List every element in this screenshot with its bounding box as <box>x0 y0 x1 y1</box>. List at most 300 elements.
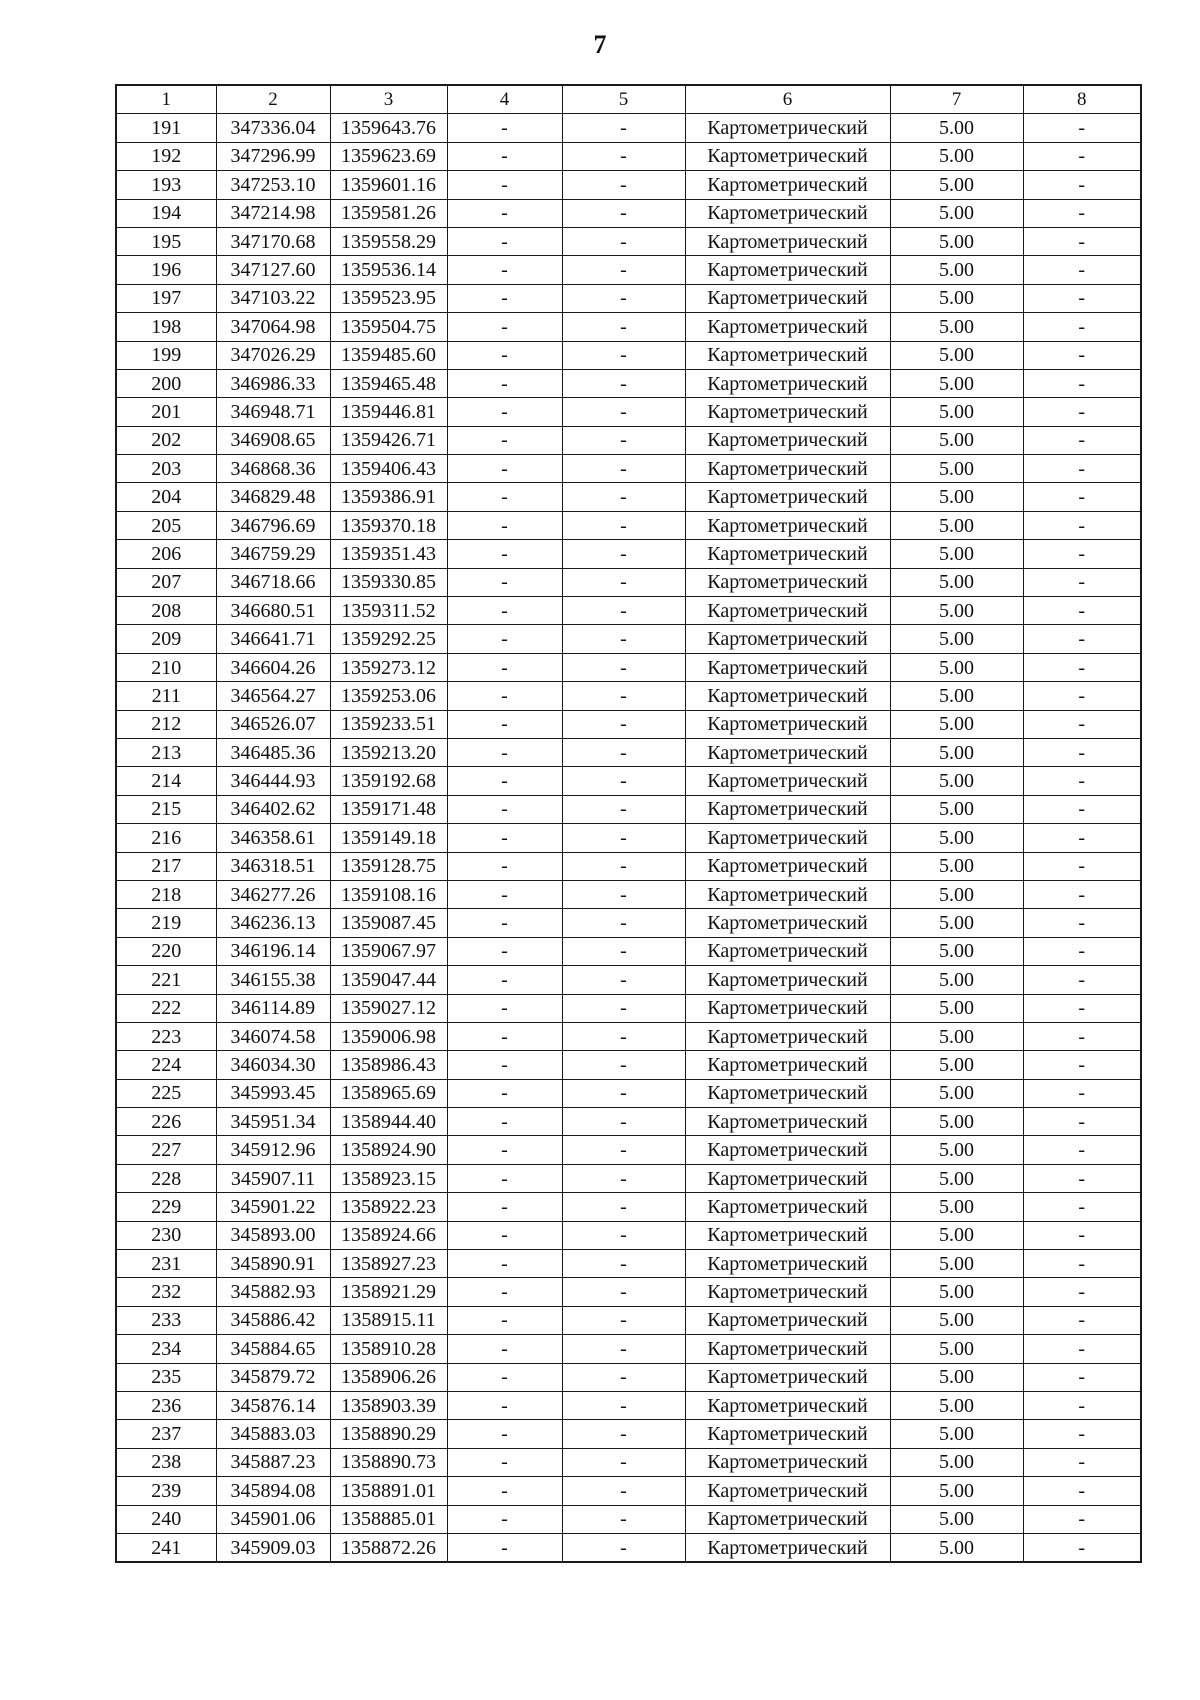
cell-y-coordinate: 1359504.75 <box>330 313 447 341</box>
cell-method: Картометрический <box>685 455 890 483</box>
cell-col-8: - <box>1023 1136 1141 1164</box>
table-row <box>116 1335 1141 1363</box>
cell-col-4: - <box>447 1391 562 1419</box>
cell-method: Картометрический <box>685 398 890 426</box>
cell-col-4: - <box>447 682 562 710</box>
cell-col-5: - <box>562 511 685 539</box>
cell-x-coordinate: 346485.36 <box>216 738 330 766</box>
table-row <box>116 682 1141 710</box>
table-row <box>116 455 1141 483</box>
cell-method: Картометрический <box>685 653 890 681</box>
cell-method: Картометрический <box>685 767 890 795</box>
cell-point-number: 199 <box>116 341 216 369</box>
cell-accuracy: 5.00 <box>890 1363 1023 1391</box>
cell-col-4: - <box>447 369 562 397</box>
cell-y-coordinate: 1359370.18 <box>330 511 447 539</box>
cell-point-number: 224 <box>116 1051 216 1079</box>
cell-col-5: - <box>562 1250 685 1278</box>
table-row <box>116 1221 1141 1249</box>
cell-col-8: - <box>1023 483 1141 511</box>
cell-col-8: - <box>1023 738 1141 766</box>
cell-col-5: - <box>562 1533 685 1562</box>
cell-y-coordinate: 1359087.45 <box>330 909 447 937</box>
cell-accuracy: 5.00 <box>890 369 1023 397</box>
table-row <box>116 1136 1141 1164</box>
table-row <box>116 1278 1141 1306</box>
cell-col-5: - <box>562 369 685 397</box>
cell-col-5: - <box>562 597 685 625</box>
cell-accuracy: 5.00 <box>890 256 1023 284</box>
cell-point-number: 230 <box>116 1221 216 1249</box>
cell-col-4: - <box>447 852 562 880</box>
cell-y-coordinate: 1359253.06 <box>330 682 447 710</box>
table-row <box>116 1164 1141 1192</box>
cell-method: Картометрический <box>685 227 890 255</box>
cell-accuracy: 5.00 <box>890 568 1023 596</box>
cell-method: Картометрический <box>685 511 890 539</box>
cell-method: Картометрический <box>685 795 890 823</box>
cell-col-5: - <box>562 313 685 341</box>
cell-col-8: - <box>1023 369 1141 397</box>
table-row <box>116 256 1141 284</box>
column-header-5: 5 <box>562 85 685 114</box>
cell-point-number: 226 <box>116 1108 216 1136</box>
cell-point-number: 235 <box>116 1363 216 1391</box>
cell-point-number: 215 <box>116 795 216 823</box>
cell-method: Картометрический <box>685 369 890 397</box>
cell-col-5: - <box>562 568 685 596</box>
cell-col-8: - <box>1023 1278 1141 1306</box>
cell-col-4: - <box>447 256 562 284</box>
cell-method: Картометрический <box>685 483 890 511</box>
cell-method: Картометрический <box>685 909 890 937</box>
cell-col-4: - <box>447 1533 562 1562</box>
cell-method: Картометрический <box>685 284 890 312</box>
table-row <box>116 1250 1141 1278</box>
cell-col-5: - <box>562 795 685 823</box>
cell-y-coordinate: 1359192.68 <box>330 767 447 795</box>
table-row <box>116 1022 1141 1050</box>
cell-x-coordinate: 347296.99 <box>216 142 330 170</box>
cell-x-coordinate: 346236.13 <box>216 909 330 937</box>
cell-col-8: - <box>1023 625 1141 653</box>
cell-col-5: - <box>562 227 685 255</box>
cell-y-coordinate: 1358944.40 <box>330 1108 447 1136</box>
cell-point-number: 212 <box>116 710 216 738</box>
cell-col-5: - <box>562 880 685 908</box>
cell-x-coordinate: 346986.33 <box>216 369 330 397</box>
cell-col-5: - <box>562 1136 685 1164</box>
cell-col-5: - <box>562 1505 685 1533</box>
cell-accuracy: 5.00 <box>890 597 1023 625</box>
cell-y-coordinate: 1359406.43 <box>330 455 447 483</box>
cell-col-5: - <box>562 1306 685 1334</box>
cell-x-coordinate: 347336.04 <box>216 114 330 142</box>
cell-x-coordinate: 346759.29 <box>216 540 330 568</box>
cell-y-coordinate: 1359426.71 <box>330 426 447 454</box>
cell-y-coordinate: 1359067.97 <box>330 937 447 965</box>
cell-point-number: 206 <box>116 540 216 568</box>
cell-col-4: - <box>447 597 562 625</box>
cell-point-number: 223 <box>116 1022 216 1050</box>
cell-method: Картометрический <box>685 1079 890 1107</box>
cell-col-8: - <box>1023 1306 1141 1334</box>
cell-method: Картометрический <box>685 880 890 908</box>
table-header <box>116 85 1141 114</box>
cell-accuracy: 5.00 <box>890 426 1023 454</box>
cell-method: Картометрический <box>685 1505 890 1533</box>
cell-accuracy: 5.00 <box>890 398 1023 426</box>
cell-x-coordinate: 347127.60 <box>216 256 330 284</box>
cell-point-number: 219 <box>116 909 216 937</box>
cell-method: Картометрический <box>685 738 890 766</box>
cell-accuracy: 5.00 <box>890 1164 1023 1192</box>
table-row <box>116 227 1141 255</box>
cell-accuracy: 5.00 <box>890 1250 1023 1278</box>
cell-accuracy: 5.00 <box>890 1136 1023 1164</box>
cell-y-coordinate: 1359006.98 <box>330 1022 447 1050</box>
cell-col-4: - <box>447 227 562 255</box>
table-row <box>116 653 1141 681</box>
cell-point-number: 214 <box>116 767 216 795</box>
cell-method: Картометрический <box>685 171 890 199</box>
cell-y-coordinate: 1359536.14 <box>330 256 447 284</box>
cell-col-5: - <box>562 1391 685 1419</box>
table-row <box>116 313 1141 341</box>
cell-method: Картометрический <box>685 966 890 994</box>
cell-method: Картометрический <box>685 199 890 227</box>
cell-point-number: 231 <box>116 1250 216 1278</box>
cell-col-4: - <box>447 795 562 823</box>
cell-col-5: - <box>562 1335 685 1363</box>
cell-col-4: - <box>447 1136 562 1164</box>
cell-col-5: - <box>562 199 685 227</box>
cell-col-8: - <box>1023 284 1141 312</box>
cell-point-number: 211 <box>116 682 216 710</box>
cell-col-4: - <box>447 511 562 539</box>
cell-y-coordinate: 1359128.75 <box>330 852 447 880</box>
cell-x-coordinate: 346074.58 <box>216 1022 330 1050</box>
table-row <box>116 710 1141 738</box>
cell-col-5: - <box>562 426 685 454</box>
cell-y-coordinate: 1359027.12 <box>330 994 447 1022</box>
column-header-1: 1 <box>116 85 216 114</box>
cell-col-5: - <box>562 625 685 653</box>
cell-y-coordinate: 1358922.23 <box>330 1193 447 1221</box>
cell-accuracy: 5.00 <box>890 455 1023 483</box>
cell-y-coordinate: 1358890.73 <box>330 1448 447 1476</box>
cell-method: Картометрический <box>685 1022 890 1050</box>
cell-x-coordinate: 346402.62 <box>216 795 330 823</box>
cell-col-5: - <box>562 1164 685 1192</box>
cell-point-number: 227 <box>116 1136 216 1164</box>
cell-y-coordinate: 1358906.26 <box>330 1363 447 1391</box>
cell-col-8: - <box>1023 199 1141 227</box>
cell-col-4: - <box>447 824 562 852</box>
cell-col-5: - <box>562 171 685 199</box>
cell-method: Картометрический <box>685 1335 890 1363</box>
cell-method: Картометрический <box>685 1193 890 1221</box>
cell-col-5: - <box>562 1108 685 1136</box>
cell-col-8: - <box>1023 1363 1141 1391</box>
cell-method: Картометрический <box>685 114 890 142</box>
cell-col-8: - <box>1023 1335 1141 1363</box>
cell-col-4: - <box>447 540 562 568</box>
cell-x-coordinate: 347103.22 <box>216 284 330 312</box>
cell-accuracy: 5.00 <box>890 1108 1023 1136</box>
cell-col-8: - <box>1023 1022 1141 1050</box>
cell-col-8: - <box>1023 767 1141 795</box>
cell-y-coordinate: 1359171.48 <box>330 795 447 823</box>
cell-col-4: - <box>447 625 562 653</box>
cell-y-coordinate: 1359523.95 <box>330 284 447 312</box>
cell-col-8: - <box>1023 1164 1141 1192</box>
cell-x-coordinate: 345894.08 <box>216 1477 330 1505</box>
cell-method: Картометрический <box>685 682 890 710</box>
cell-col-4: - <box>447 994 562 1022</box>
cell-point-number: 201 <box>116 398 216 426</box>
cell-point-number: 205 <box>116 511 216 539</box>
cell-y-coordinate: 1358965.69 <box>330 1079 447 1107</box>
cell-method: Картометрический <box>685 426 890 454</box>
column-header-6: 6 <box>685 85 890 114</box>
cell-x-coordinate: 345876.14 <box>216 1391 330 1419</box>
table-row <box>116 1108 1141 1136</box>
cell-x-coordinate: 346908.65 <box>216 426 330 454</box>
cell-col-5: - <box>562 1221 685 1249</box>
cell-method: Картометрический <box>685 1250 890 1278</box>
cell-accuracy: 5.00 <box>890 1391 1023 1419</box>
table-row <box>116 284 1141 312</box>
cell-accuracy: 5.00 <box>890 1448 1023 1476</box>
cell-method: Картометрический <box>685 341 890 369</box>
table-body <box>116 114 1141 1562</box>
cell-col-8: - <box>1023 511 1141 539</box>
cell-col-4: - <box>447 738 562 766</box>
cell-col-8: - <box>1023 966 1141 994</box>
cell-col-8: - <box>1023 795 1141 823</box>
cell-accuracy: 5.00 <box>890 966 1023 994</box>
cell-point-number: 240 <box>116 1505 216 1533</box>
table-row <box>116 994 1141 1022</box>
cell-col-4: - <box>447 455 562 483</box>
cell-col-8: - <box>1023 313 1141 341</box>
cell-accuracy: 5.00 <box>890 795 1023 823</box>
cell-col-8: - <box>1023 341 1141 369</box>
cell-accuracy: 5.00 <box>890 767 1023 795</box>
cell-y-coordinate: 1359149.18 <box>330 824 447 852</box>
cell-col-8: - <box>1023 852 1141 880</box>
cell-method: Картометрический <box>685 1051 890 1079</box>
cell-point-number: 204 <box>116 483 216 511</box>
cell-point-number: 213 <box>116 738 216 766</box>
cell-col-4: - <box>447 426 562 454</box>
table-row <box>116 1533 1141 1562</box>
cell-col-4: - <box>447 199 562 227</box>
cell-x-coordinate: 345912.96 <box>216 1136 330 1164</box>
cell-col-5: - <box>562 341 685 369</box>
table-row <box>116 171 1141 199</box>
cell-method: Картометрический <box>685 568 890 596</box>
cell-method: Картометрический <box>685 597 890 625</box>
cell-col-4: - <box>447 1335 562 1363</box>
cell-method: Картометрический <box>685 1306 890 1334</box>
table-row <box>116 1051 1141 1079</box>
cell-accuracy: 5.00 <box>890 483 1023 511</box>
cell-y-coordinate: 1359623.69 <box>330 142 447 170</box>
cell-y-coordinate: 1359465.48 <box>330 369 447 397</box>
cell-col-8: - <box>1023 455 1141 483</box>
cell-col-5: - <box>562 852 685 880</box>
cell-col-8: - <box>1023 1108 1141 1136</box>
cell-col-4: - <box>447 1079 562 1107</box>
cell-col-4: - <box>447 1477 562 1505</box>
cell-x-coordinate: 345909.03 <box>216 1533 330 1562</box>
cell-x-coordinate: 346948.71 <box>216 398 330 426</box>
cell-col-4: - <box>447 1505 562 1533</box>
cell-x-coordinate: 346796.69 <box>216 511 330 539</box>
cell-y-coordinate: 1359581.26 <box>330 199 447 227</box>
column-header-7: 7 <box>890 85 1023 114</box>
table-row <box>116 767 1141 795</box>
cell-x-coordinate: 346034.30 <box>216 1051 330 1079</box>
cell-col-4: - <box>447 398 562 426</box>
cell-x-coordinate: 346114.89 <box>216 994 330 1022</box>
cell-accuracy: 5.00 <box>890 284 1023 312</box>
cell-col-8: - <box>1023 1477 1141 1505</box>
table-row <box>116 625 1141 653</box>
cell-col-4: - <box>447 142 562 170</box>
cell-method: Картометрический <box>685 142 890 170</box>
cell-x-coordinate: 345901.06 <box>216 1505 330 1533</box>
cell-method: Картометрический <box>685 625 890 653</box>
cell-col-4: - <box>447 1164 562 1192</box>
cell-y-coordinate: 1359273.12 <box>330 653 447 681</box>
cell-method: Картометрический <box>685 937 890 965</box>
cell-accuracy: 5.00 <box>890 1533 1023 1562</box>
cell-col-8: - <box>1023 256 1141 284</box>
cell-y-coordinate: 1359446.81 <box>330 398 447 426</box>
cell-method: Картометрический <box>685 540 890 568</box>
cell-col-5: - <box>562 1477 685 1505</box>
cell-accuracy: 5.00 <box>890 1477 1023 1505</box>
table-row <box>116 824 1141 852</box>
cell-col-5: - <box>562 1363 685 1391</box>
cell-col-4: - <box>447 313 562 341</box>
cell-col-8: - <box>1023 540 1141 568</box>
cell-x-coordinate: 347253.10 <box>216 171 330 199</box>
cell-x-coordinate: 345879.72 <box>216 1363 330 1391</box>
cell-col-4: - <box>447 653 562 681</box>
cell-x-coordinate: 346641.71 <box>216 625 330 653</box>
cell-x-coordinate: 346868.36 <box>216 455 330 483</box>
cell-x-coordinate: 346318.51 <box>216 852 330 880</box>
cell-y-coordinate: 1359601.16 <box>330 171 447 199</box>
cell-method: Картометрический <box>685 1136 890 1164</box>
cell-y-coordinate: 1359558.29 <box>330 227 447 255</box>
cell-accuracy: 5.00 <box>890 852 1023 880</box>
cell-point-number: 195 <box>116 227 216 255</box>
cell-accuracy: 5.00 <box>890 824 1023 852</box>
cell-y-coordinate: 1359330.85 <box>330 568 447 596</box>
cell-col-5: - <box>562 398 685 426</box>
cell-method: Картометрический <box>685 1221 890 1249</box>
cell-col-8: - <box>1023 1250 1141 1278</box>
cell-col-4: - <box>447 767 562 795</box>
cell-point-number: 193 <box>116 171 216 199</box>
cell-y-coordinate: 1358924.90 <box>330 1136 447 1164</box>
cell-point-number: 196 <box>116 256 216 284</box>
cell-accuracy: 5.00 <box>890 937 1023 965</box>
table-row <box>116 937 1141 965</box>
cell-accuracy: 5.00 <box>890 1420 1023 1448</box>
cell-col-5: - <box>562 710 685 738</box>
cell-y-coordinate: 1358986.43 <box>330 1051 447 1079</box>
cell-x-coordinate: 347214.98 <box>216 199 330 227</box>
cell-accuracy: 5.00 <box>890 1079 1023 1107</box>
cell-col-8: - <box>1023 824 1141 852</box>
cell-x-coordinate: 346829.48 <box>216 483 330 511</box>
table-row <box>116 1420 1141 1448</box>
cell-method: Картометрический <box>685 313 890 341</box>
cell-method: Картометрический <box>685 710 890 738</box>
cell-point-number: 209 <box>116 625 216 653</box>
cell-point-number: 237 <box>116 1420 216 1448</box>
cell-y-coordinate: 1359485.60 <box>330 341 447 369</box>
cell-point-number: 221 <box>116 966 216 994</box>
cell-point-number: 216 <box>116 824 216 852</box>
cell-x-coordinate: 345882.93 <box>216 1278 330 1306</box>
table-row <box>116 199 1141 227</box>
cell-accuracy: 5.00 <box>890 341 1023 369</box>
cell-col-5: - <box>562 540 685 568</box>
table-row <box>116 795 1141 823</box>
table-row <box>116 1193 1141 1221</box>
cell-y-coordinate: 1358923.15 <box>330 1164 447 1192</box>
cell-accuracy: 5.00 <box>890 313 1023 341</box>
table-row <box>116 1079 1141 1107</box>
table-row <box>116 880 1141 908</box>
cell-method: Картометрический <box>685 1391 890 1419</box>
cell-y-coordinate: 1359108.16 <box>330 880 447 908</box>
cell-x-coordinate: 347026.29 <box>216 341 330 369</box>
cell-point-number: 197 <box>116 284 216 312</box>
cell-point-number: 222 <box>116 994 216 1022</box>
cell-accuracy: 5.00 <box>890 1051 1023 1079</box>
cell-col-8: - <box>1023 114 1141 142</box>
table-row <box>116 483 1141 511</box>
cell-col-4: - <box>447 1250 562 1278</box>
cell-method: Картометрический <box>685 852 890 880</box>
cell-x-coordinate: 346358.61 <box>216 824 330 852</box>
cell-point-number: 234 <box>116 1335 216 1363</box>
cell-col-4: - <box>447 880 562 908</box>
cell-col-4: - <box>447 1420 562 1448</box>
cell-method: Картометрический <box>685 256 890 284</box>
cell-x-coordinate: 345886.42 <box>216 1306 330 1334</box>
cell-col-8: - <box>1023 568 1141 596</box>
cell-y-coordinate: 1358915.11 <box>330 1306 447 1334</box>
cell-col-5: - <box>562 142 685 170</box>
cell-col-8: - <box>1023 1051 1141 1079</box>
table-row <box>116 369 1141 397</box>
coordinates-table <box>115 84 1142 1563</box>
cell-y-coordinate: 1358924.66 <box>330 1221 447 1249</box>
cell-col-8: - <box>1023 937 1141 965</box>
cell-col-8: - <box>1023 398 1141 426</box>
cell-col-8: - <box>1023 1193 1141 1221</box>
cell-method: Картометрический <box>685 1477 890 1505</box>
